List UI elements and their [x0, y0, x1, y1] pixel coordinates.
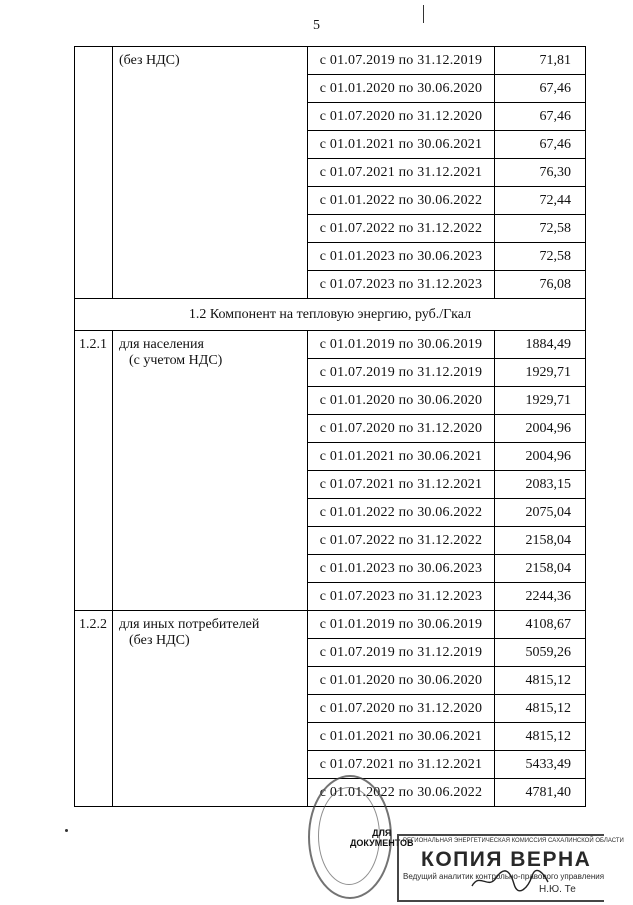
value-cell: 72,58: [495, 243, 586, 271]
period-cell: с 01.01.2022 по 30.06.2022: [308, 187, 495, 215]
value-cell: 5059,26: [495, 639, 586, 667]
value-cell: 67,46: [495, 75, 586, 103]
page-number: 5: [313, 18, 320, 33]
value-cell: 2244,36: [495, 583, 586, 611]
description-line2: (без НДС): [129, 633, 190, 648]
value-cell: 4815,12: [495, 667, 586, 695]
signature-icon: [470, 868, 550, 892]
period-cell: с 01.07.2023 по 31.12.2023: [308, 271, 495, 299]
period-cell: с 01.01.2020 по 30.06.2020: [308, 75, 495, 103]
copy-stamp-title: КОПИЯ ВЕРНА: [421, 848, 592, 871]
value-cell: 2083,15: [495, 471, 586, 499]
copy-stamp-name: Н.Ю. Те: [539, 884, 576, 895]
value-cell: 2004,96: [495, 415, 586, 443]
value-cell: 67,46: [495, 131, 586, 159]
copy-stamp-position: Ведущий аналитик контрольно-правового управления: [403, 872, 605, 881]
value-cell: 76,08: [495, 271, 586, 299]
copy-stamp-org: РЕГИОНАЛЬНАЯ ЭНЕРГЕТИЧЕСКАЯ КОМИССИЯ САХАЛИНСКОЙ ОБЛАСТИ: [403, 838, 624, 844]
tariff-table: [74, 46, 586, 807]
value-cell: 5433,49: [495, 751, 586, 779]
period-cell: с 01.07.2020 по 31.12.2020: [308, 103, 495, 131]
value-cell: 71,81: [495, 47, 586, 75]
value-cell: 2158,04: [495, 555, 586, 583]
margin-dot: [65, 829, 68, 832]
period-cell: с 01.07.2021 по 31.12.2021: [308, 471, 495, 499]
value-cell: 1929,71: [495, 387, 586, 415]
for-documents-line1: ДЛЯ: [372, 828, 392, 838]
value-cell: 2004,96: [495, 443, 586, 471]
value-cell: 4815,12: [495, 695, 586, 723]
table-row: [75, 331, 586, 359]
period-cell: с 01.07.2021 по 31.12.2021: [308, 159, 495, 187]
period-cell: с 01.07.2020 по 31.12.2020: [308, 695, 495, 723]
description-text: (без НДС): [119, 53, 180, 68]
value-cell: 1929,71: [495, 359, 586, 387]
table-row: [75, 611, 586, 639]
period-cell: с 01.01.2022 по 30.06.2022: [308, 499, 495, 527]
period-cell: с 01.07.2019 по 31.12.2019: [308, 47, 495, 75]
value-cell: 67,46: [495, 103, 586, 131]
value-cell: 2158,04: [495, 527, 586, 555]
period-cell: с 01.01.2020 по 30.06.2020: [308, 387, 495, 415]
period-cell: с 01.07.2022 по 31.12.2022: [308, 527, 495, 555]
period-cell: с 01.01.2023 по 30.06.2023: [308, 243, 495, 271]
period-cell: с 01.07.2021 по 31.12.2021: [308, 751, 495, 779]
period-cell: с 01.01.2021 по 30.06.2021: [308, 443, 495, 471]
period-cell: с 01.01.2021 по 30.06.2021: [308, 131, 495, 159]
period-cell: с 01.01.2023 по 30.06.2023: [308, 555, 495, 583]
item-number-cell: [75, 47, 113, 299]
value-cell: 72,44: [495, 187, 586, 215]
period-cell: с 01.01.2021 по 30.06.2021: [308, 723, 495, 751]
period-cell: с 01.07.2020 по 31.12.2020: [308, 415, 495, 443]
for-documents-line2: ДОКУМЕНТОВ: [350, 838, 414, 848]
value-cell: 2075,04: [495, 499, 586, 527]
description-line2: (с учетом НДС): [129, 353, 223, 368]
period-cell: с 01.07.2019 по 31.12.2019: [308, 359, 495, 387]
value-cell: 1884,49: [495, 331, 586, 359]
description-line1: для иных потребителей: [119, 617, 260, 632]
description-cell: [113, 47, 308, 299]
value-cell: 4108,67: [495, 611, 586, 639]
period-cell: с 01.01.2019 по 30.06.2019: [308, 611, 495, 639]
period-cell: с 01.01.2020 по 30.06.2020: [308, 667, 495, 695]
description-line1: для населения: [119, 337, 204, 352]
period-cell: с 01.07.2023 по 31.12.2023: [308, 583, 495, 611]
section-header: 1.2 Компонент на тепловую энергию, руб./Гкал: [75, 299, 586, 331]
period-cell: с 01.07.2019 по 31.12.2019: [308, 639, 495, 667]
item-number-cell: 1.2.1: [75, 331, 113, 611]
value-cell: 76,30: [495, 159, 586, 187]
period-cell: с 01.01.2022 по 30.06.2022: [308, 779, 495, 807]
description-cell: [113, 331, 308, 611]
value-cell: 4815,12: [495, 723, 586, 751]
value-cell: 72,58: [495, 215, 586, 243]
description-cell: [113, 611, 308, 807]
section-header-row: [75, 299, 586, 331]
table-row: [75, 47, 586, 75]
value-cell: 4781,40: [495, 779, 586, 807]
period-cell: с 01.01.2019 по 30.06.2019: [308, 331, 495, 359]
period-cell: с 01.07.2022 по 31.12.2022: [308, 215, 495, 243]
item-number-cell: 1.2.2: [75, 611, 113, 807]
